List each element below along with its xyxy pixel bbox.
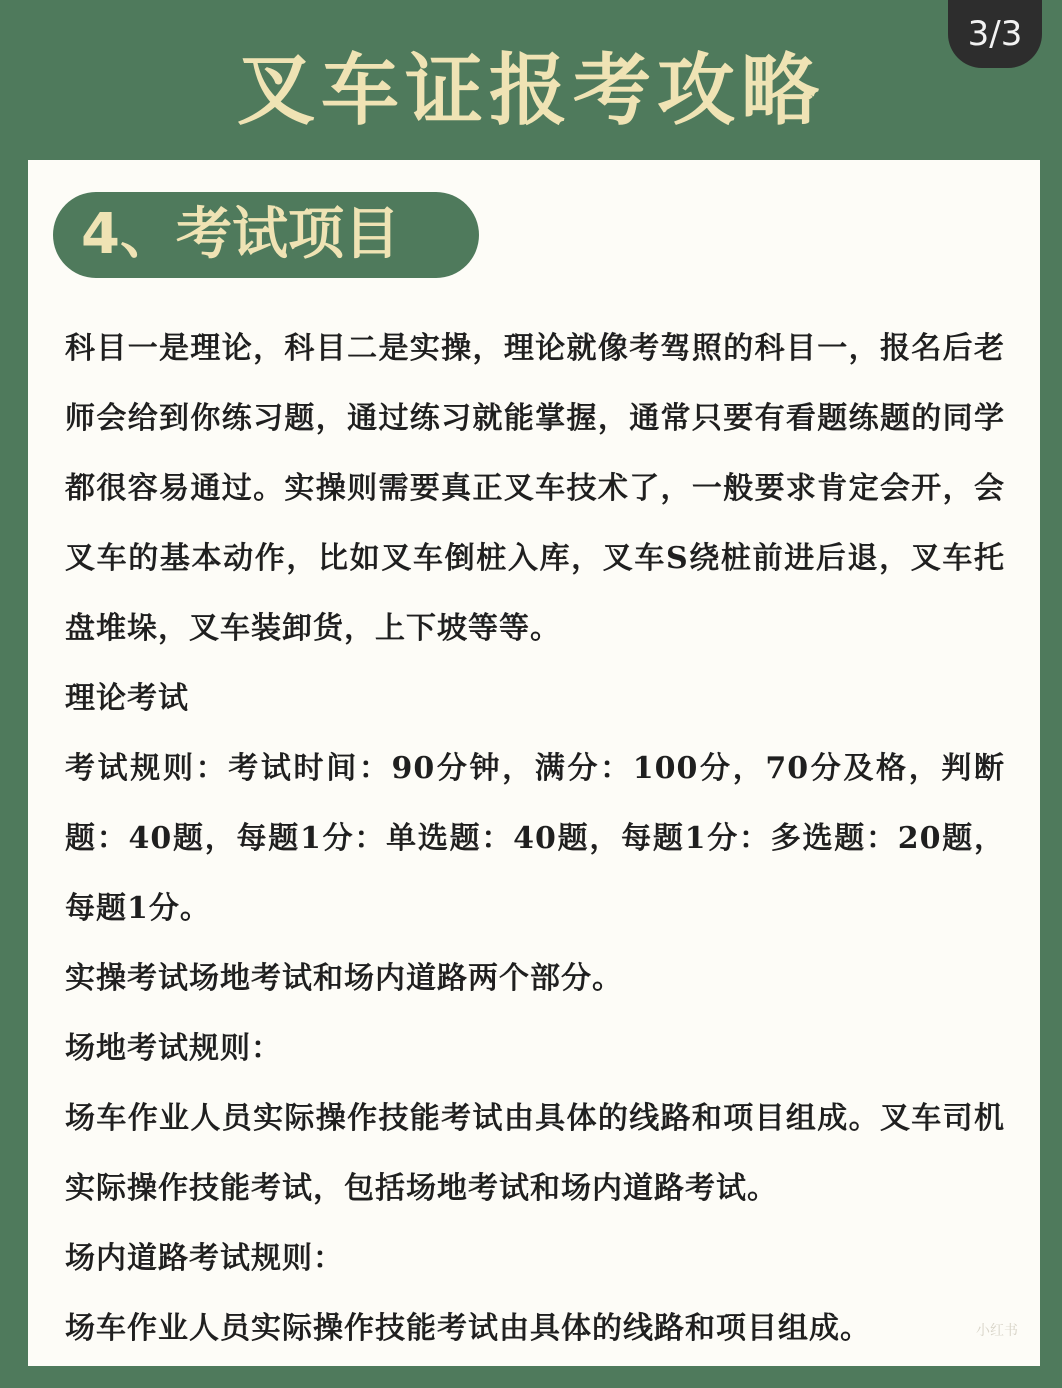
paragraph-theory-heading: 理论考试 — [65, 681, 189, 716]
paragraph-site-rules-heading: 场地考试规则： — [65, 1031, 282, 1066]
page-indicator-badge: 3/3 — [948, 0, 1042, 68]
content-card — [28, 160, 1040, 1366]
paragraph-theory-rules: 考试规则：考试时间：90分钟，满分：100分，70分及格，判断题：40题，每题1分：单选题：40题，每题1分：多选题：20题，每题1分。 — [65, 751, 1005, 926]
paragraph-site-rules: 场车作业人员实际操作技能考试由具体的线路和项目组成。叉车司机实际操作技能考试，包括场地考试和场内道路考试。 — [65, 1101, 1005, 1206]
paragraph-practical-intro: 实操考试场地考试和场内道路两个部分。 — [65, 961, 623, 996]
section-heading: 4、考试项目 — [53, 192, 479, 278]
paragraph-road-rules-heading: 场内道路考试规则： — [65, 1241, 344, 1276]
paragraph-road-rules: 场车作业人员实际操作技能考试由具体的线路和项目组成。 — [65, 1311, 871, 1346]
paragraph-intro: 科目一是理论，科目二是实操，理论就像考驾照的科目一，报名后老师会给到你练习题，通过练习就能掌握，通常只要有看题练题的同学都很容易通过。实操则需要真正叉车技术了，一般要求肯定会开，会叉车的基本动作，比如叉车倒桩入库，叉车S绕桩前进后退，叉车托盘堆垛，叉车装卸货，上下坡等等。 — [65, 331, 1005, 646]
article-body — [65, 314, 1005, 1364]
page-title: 叉车证报考攻略 — [236, 46, 825, 136]
watermark-logo: 小红书 — [976, 1323, 1018, 1339]
